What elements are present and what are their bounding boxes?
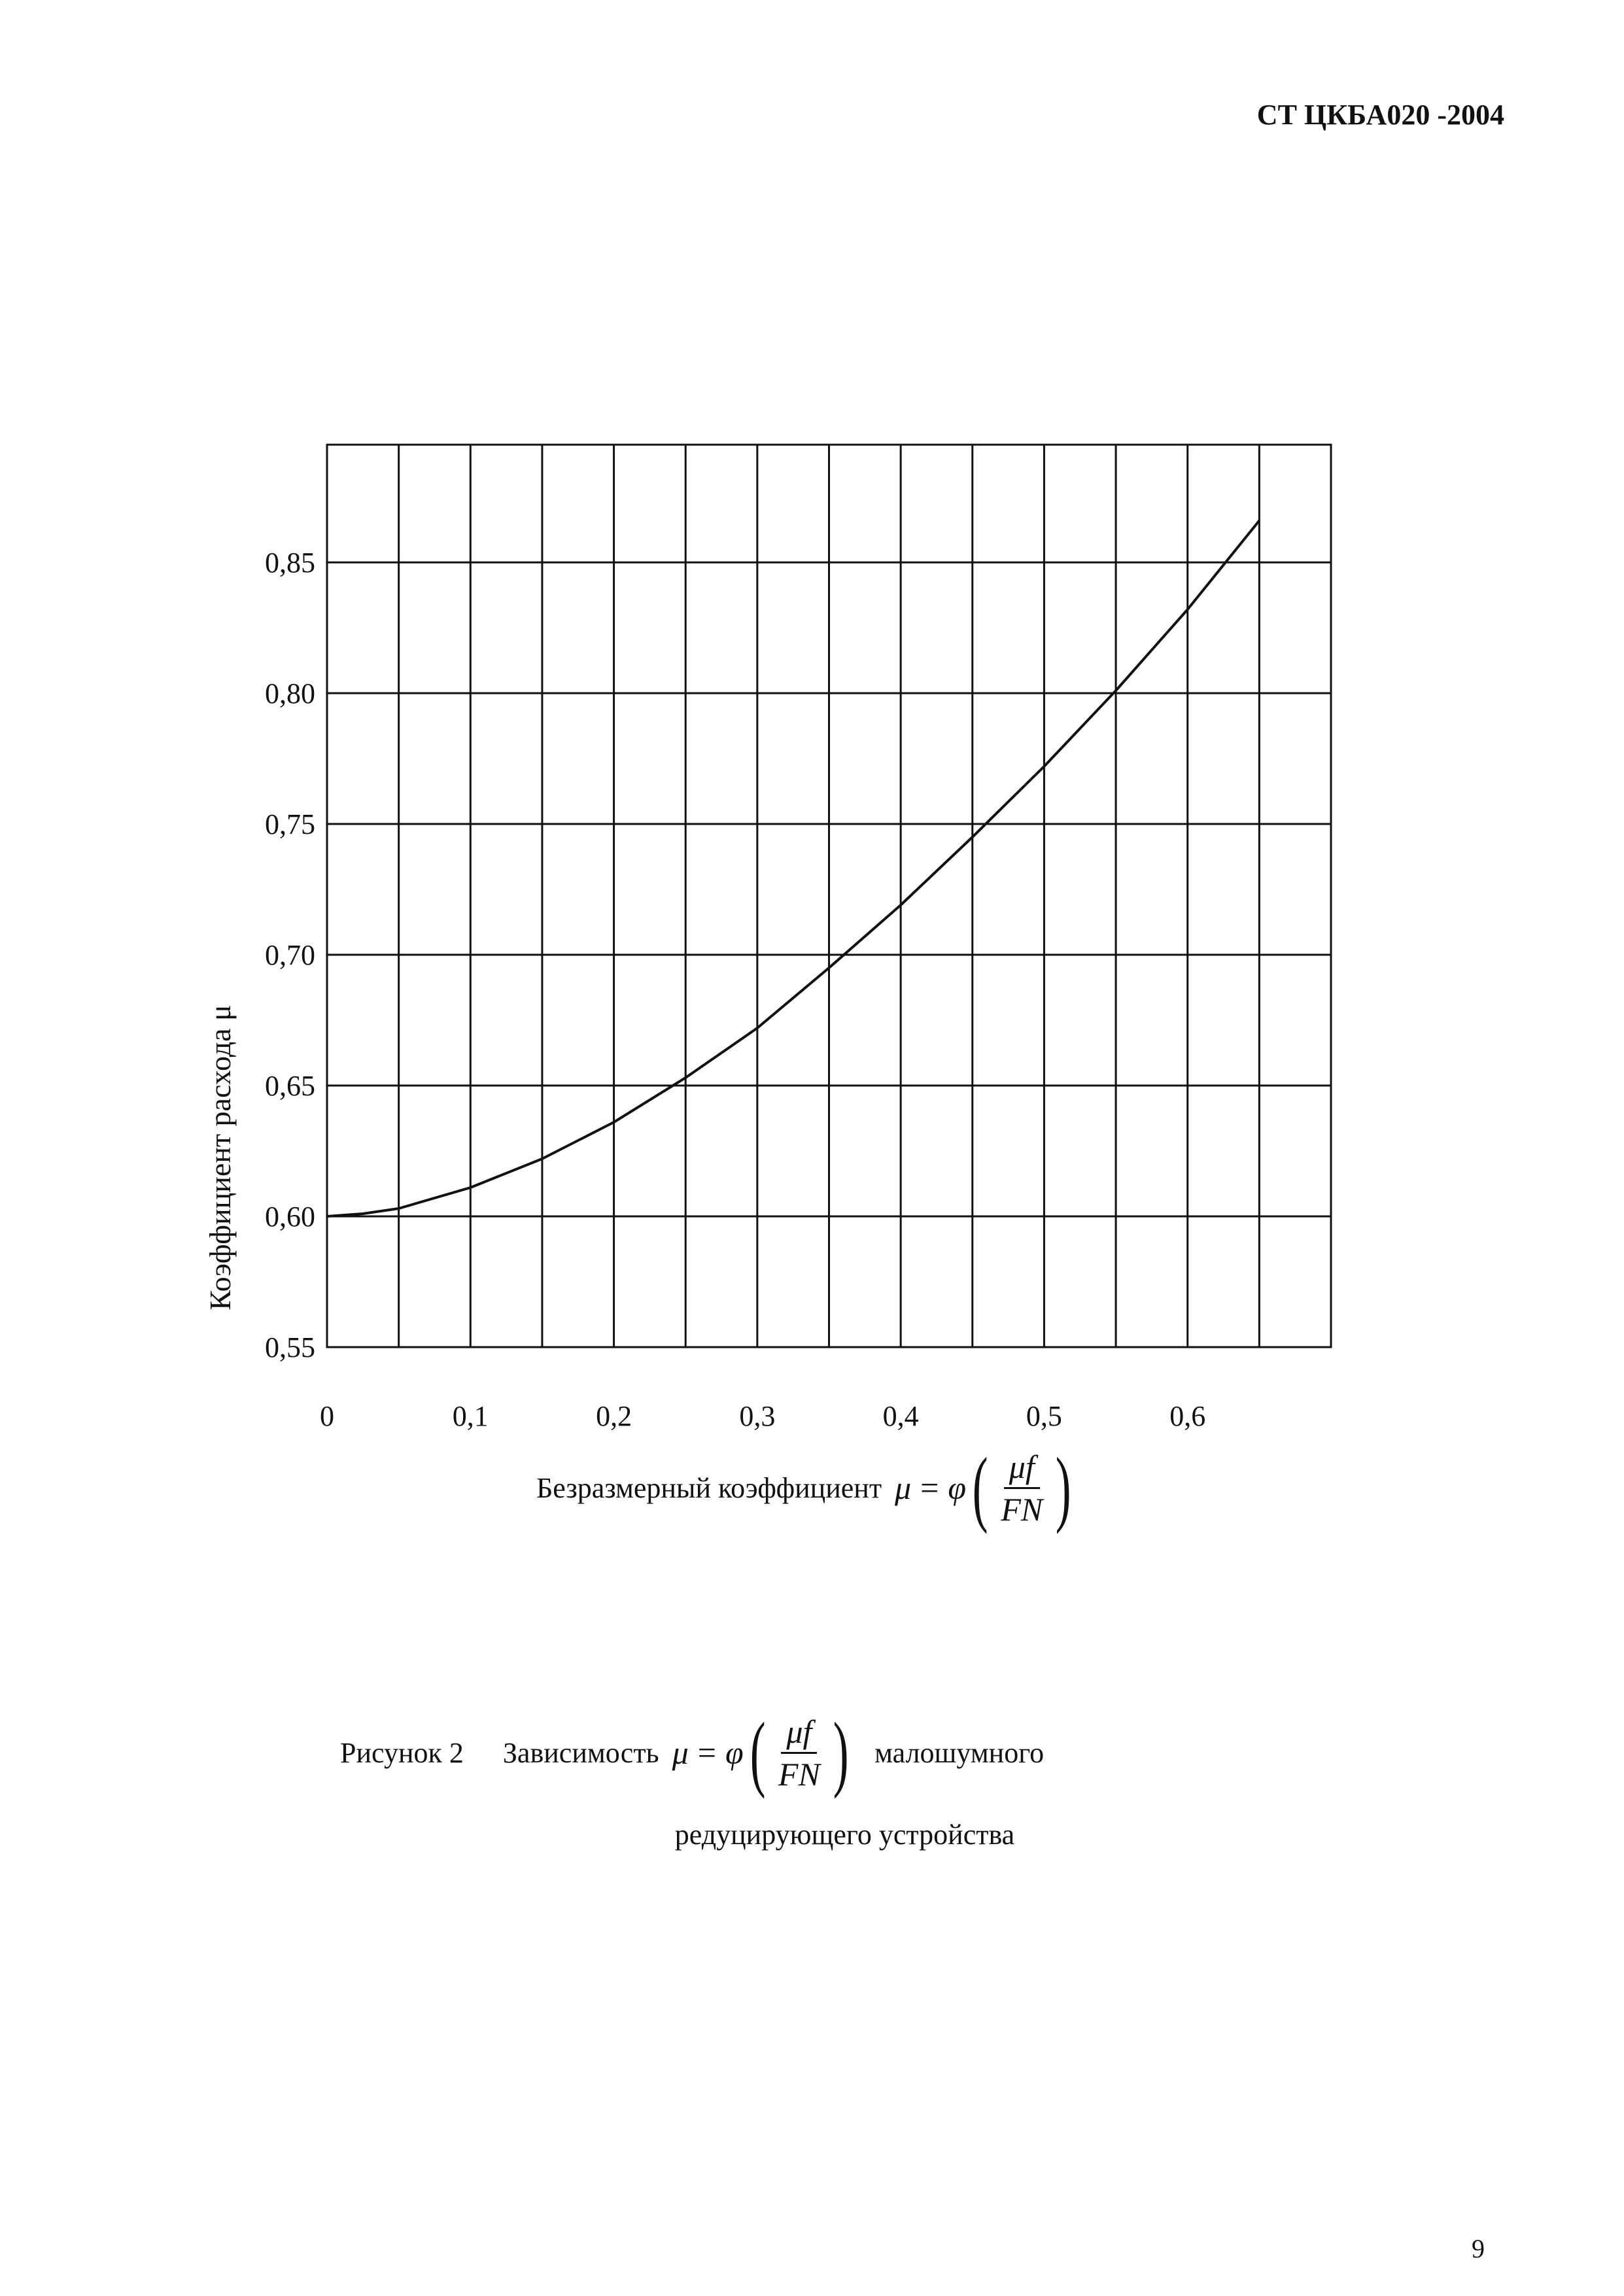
x-axis-label: Безразмерный коэффициент xyxy=(536,1471,882,1504)
formula-fn: φ xyxy=(948,1469,967,1506)
formula-numerator: μf xyxy=(1004,1448,1040,1489)
series-line xyxy=(327,521,1259,1216)
formula-denominator: FN xyxy=(778,1755,820,1792)
x-axis-label-row xyxy=(536,1439,1078,1537)
formula-numerator: μf xyxy=(781,1713,817,1754)
formula-lhs: μ xyxy=(672,1734,689,1771)
y-tick-label: 0,55 xyxy=(265,1331,315,1363)
chart-series xyxy=(327,521,1259,1216)
y-tick-label: 0,75 xyxy=(265,808,315,840)
figure-label: Рисунок 2 xyxy=(340,1736,464,1769)
caption-text-after: малошумного xyxy=(874,1736,1045,1769)
chart-grid xyxy=(327,445,1331,1347)
figure-caption xyxy=(340,1700,1044,1805)
formula-denominator: FN xyxy=(1001,1490,1043,1528)
caption-formula xyxy=(672,1705,855,1800)
y-tick-label: 0,70 xyxy=(265,939,315,971)
x-tick-label: 0,6 xyxy=(1169,1400,1206,1432)
x-tick-label: 0,5 xyxy=(1026,1400,1062,1432)
y-tick-labels xyxy=(265,547,315,1363)
formula-fraction xyxy=(773,1713,825,1793)
y-tick-label: 0,85 xyxy=(265,547,315,579)
x-tick-label: 0,2 xyxy=(596,1400,632,1432)
caption-text-before: Зависимость xyxy=(502,1736,659,1769)
x-tick-labels xyxy=(320,1400,1205,1432)
document-code: СТ ЦКБА020 -2004 xyxy=(1256,99,1504,131)
formula-fn: φ xyxy=(725,1734,744,1771)
x-tick-label: 0,4 xyxy=(882,1400,919,1432)
y-axis-label: Коэффициент расхода μ xyxy=(203,1004,237,1311)
y-tick-label: 0,60 xyxy=(265,1201,315,1233)
formula-fraction xyxy=(995,1448,1048,1528)
y-tick-label: 0,65 xyxy=(265,1070,315,1102)
formula-equals: = xyxy=(697,1734,716,1771)
formula-lhs: μ xyxy=(895,1469,912,1506)
x-tick-label: 0,3 xyxy=(739,1400,776,1432)
x-tick-label: 0,1 xyxy=(452,1400,489,1432)
y-tick-label: 0,80 xyxy=(265,677,315,710)
formula-left-paren: ( xyxy=(972,1441,988,1535)
formula-right-paren: ) xyxy=(1055,1441,1071,1535)
page-number: 9 xyxy=(1472,2234,1485,2263)
x-axis-formula xyxy=(895,1441,1077,1535)
x-tick-label: 0 xyxy=(320,1400,334,1432)
formula-right-paren: ) xyxy=(833,1705,849,1800)
figure-caption-line2: редуцирующего устройства xyxy=(674,1819,1015,1851)
formula-left-paren: ( xyxy=(750,1705,766,1800)
formula-equals: = xyxy=(920,1469,939,1506)
